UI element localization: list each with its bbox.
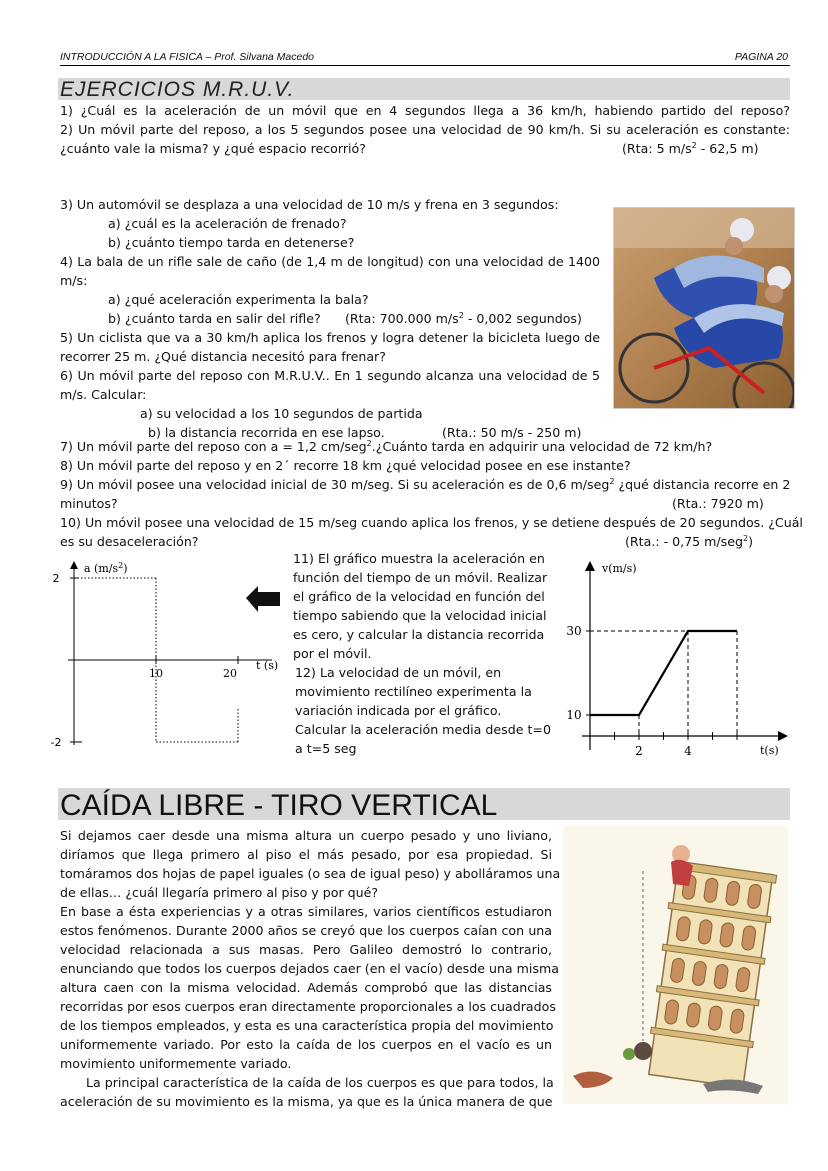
exercise-12-line: a t=5 seg: [295, 741, 357, 756]
v-chart-y-tick-label: 10: [566, 708, 582, 722]
pisa-tower-illustration: [563, 826, 788, 1104]
exercise-4-b: b) ¿cuánto tarda en salir del rifle?: [108, 311, 321, 326]
page-header: [60, 50, 790, 66]
exercise-7: 7) Un móvil parte del reposo con a = 1,2 cm/seg$^2$.¿Cuánto tarda en adquirir una velocidad de 72 km/h?: [60, 438, 713, 454]
exercise-1: 1) ¿Cuál es la aceleración de un móvil que en 4 segundos llega a 36 km/h, habiendo partido del reposo?: [60, 103, 790, 118]
exercise-11-line: el gráfico de la velocidad en función del: [293, 589, 545, 604]
a-chart-x-label: t (s): [256, 659, 279, 672]
section-title-bar: [58, 78, 790, 100]
exercise-10-answer: (Rta.: - 0,75 m/seg$^2$): [625, 533, 753, 549]
paragraph-line: tomáramos dos hojas de papel iguales (o sea de igual peso) y abolláramos una: [60, 866, 561, 881]
exercise-6-line1: 6) Un móvil parte del reposo con M.R.U.V.. En 1 segundo alcanza una velocidad de 5: [60, 368, 600, 383]
paragraph-line: recorridas por esos cuerpos eran directamente proporcionales a los cuadrados: [60, 999, 556, 1014]
exercise-6-line2: m/s. Calcular:: [60, 387, 147, 402]
exercise-4-a: a) ¿qué aceleración experimenta la bala?: [108, 292, 369, 307]
v-chart-x-tick-label: 2: [635, 744, 643, 758]
a-chart-y-tick-label: 2: [52, 572, 60, 585]
paragraph-line: La principal característica de la caída de los cuerpos es que para todos, la: [86, 1075, 554, 1090]
exercise-2-answer: (Rta: 5 $m/s^2 - 62,5$ m): [622, 140, 759, 156]
exercise-6-a: a) su velocidad a los 10 segundos de partida: [140, 406, 423, 421]
exercise-9-line1: 9) Un móvil posee una velocidad inicial de 30 m/seg. Si su aceleración es de 0,6 m/seg$^2$ ¿qué distancia recorre en 2: [60, 476, 791, 492]
exercise-3-a: a) ¿cuál es la aceleración de frenado?: [108, 216, 347, 231]
a-chart-y-label: a $(m/s^2)$: [84, 561, 128, 575]
exercise-9-line2: minutos?: [60, 496, 118, 511]
exercise-11-line: por el móvil.: [293, 646, 372, 661]
velocity-chart: [560, 555, 792, 765]
a-chart-y-arrow: [70, 561, 78, 569]
exercise-6-b: b) la distancia recorrida en ese lapso.: [148, 425, 385, 440]
exercise-6-answer: (Rta.: 50 m/s - 250 m): [442, 425, 582, 440]
exercise-5-line1: 5) Un ciclista que va a 30 km/h aplica los frenos y logra detener la bicicleta luego de: [60, 330, 600, 345]
paragraph-line: altura caen con la misma velocidad. Además comprobó que las distancias: [60, 980, 552, 995]
exercise-11-line: función del tiempo de un móvil. Realizar: [293, 570, 548, 585]
paragraph-line: enunciando que todos los cuerpos dejados caer (en el vacío) desde una misma: [60, 961, 559, 976]
paragraph-line: En base a ésta experiencias y a otras similares, varios científicos estudiaron: [60, 904, 552, 919]
a-chart-x-tick-label: 20: [223, 667, 237, 680]
v-chart-y-label: v(m/s): [602, 562, 637, 575]
paragraph-line: diríamos que llega primero al piso el más pesado, por esa propiedad. Si: [60, 847, 552, 862]
a-chart-y-tick-label: -2: [50, 736, 62, 749]
exercise-11: [293, 549, 550, 663]
exercise-12-line: variación indicada por el gráfico.: [295, 703, 502, 718]
paragraph-line: aceleración de su movimiento es la misma, ya que es la única manera de que: [60, 1094, 553, 1109]
header-course: INTRODUCCIÓN A LA FISICA – Prof. Silvana Macedo: [60, 51, 315, 63]
exercise-11-line: es cero, y calcular la distancia recorrida: [293, 627, 545, 642]
paragraph-line: Si dejamos caer desde una misma altura un cuerpo pesado y uno liviano,: [60, 828, 552, 843]
v-chart-x-arrow: [778, 731, 788, 741]
exercise-12: [295, 663, 550, 758]
exercise-11-line: 11) El gráfico muestra la aceleración en: [293, 551, 545, 566]
section-title-mruv: EJERCICIOS M.R.U.V.: [60, 78, 295, 101]
exercise-4-answer: (Rta: 700.000 $m/s^2 - 0,002$ segundos): [345, 310, 582, 326]
v-chart-x-tick-label: 4: [684, 744, 692, 758]
cyclists-photo: [613, 207, 795, 409]
exercise-2-line2: ¿cuánto vale la misma? y ¿qué espacio recorrió?: [60, 141, 366, 156]
a-chart-x-tick-label: 10: [149, 667, 163, 680]
exercise-3: 3) Un automóvil se desplaza a una velocidad de 10 m/s y frena en 3 segundos:: [60, 197, 559, 212]
paragraph-line: de los tiempos empleados, y esta es una característica propia del movimiento: [60, 1018, 554, 1033]
paragraph-line: movimiento uniformemente variado.: [60, 1056, 292, 1071]
paragraph-line: estos fenómenos. Durante 2000 años se creyó que los cuerpos caían con una: [60, 923, 552, 938]
exercise-3-b: b) ¿cuánto tiempo tarda en detenerse?: [108, 235, 355, 250]
v-chart-x-label: t(s): [760, 744, 779, 757]
exercise-4-line1: 4) La bala de un rifle sale de caño (de 1,4 m de longitud) con una velocidad de 1400: [60, 254, 600, 269]
v-chart-y-arrow: [585, 561, 595, 571]
exercise-12-line: Calcular la aceleración media desde t=0: [295, 722, 551, 737]
paragraph-line: uniformemente variado. Por esto la caída de los cuerpos en el vacío es un: [60, 1037, 552, 1052]
exercise-8: 8) Un móvil parte del reposo y en 2´ recorre 18 km ¿qué velocidad posee en ese instante?: [60, 458, 631, 473]
v-chart-series-line: [590, 631, 737, 715]
exercise-12-line: 12) La velocidad de un móvil, en: [295, 665, 502, 680]
paragraph-line: de ellas… ¿cuál llegaría primero al piso y por qué?: [60, 885, 379, 900]
exercise-12-line: movimiento rectilíneo experimenta la: [295, 684, 532, 699]
caida-libre-text: [60, 826, 561, 1111]
exercise-10-line1: 10) Un móvil posee una velocidad de 15 m/seg cuando aplica los frenos, y se detiene después de 20 segundos. ¿Cuál: [60, 515, 803, 530]
exercise-4-line2: m/s:: [60, 273, 88, 288]
section-title-bar: [58, 788, 790, 820]
section-title-caida-libre: CAÍDA LIBRE - TIRO VERTICAL: [60, 789, 498, 822]
v-chart-y-tick-label: 30: [566, 624, 582, 638]
paragraph-line: velocidad relacionada a sus masas. Pero Galileo demostró lo contrario,: [60, 942, 552, 957]
exercise-9-answer: (Rta.: 7920 m): [672, 496, 764, 511]
exercise-10-line2: es su desaceleración?: [60, 534, 199, 549]
left-arrow-icon: [246, 584, 280, 614]
exercise-2-line1: 2) Un móvil parte del reposo, a los 5 segundos posee una velocidad de 90 km/h. Si su aceleración es constante:: [60, 122, 790, 137]
exercise-11-line: tiempo sabiendo que la velocidad inicial: [293, 608, 547, 623]
header-page-number: PAGINA 20: [734, 51, 788, 63]
exercise-5-line2: recorrer 25 m. ¿Qué distancia necesitó para frenar?: [60, 349, 386, 364]
